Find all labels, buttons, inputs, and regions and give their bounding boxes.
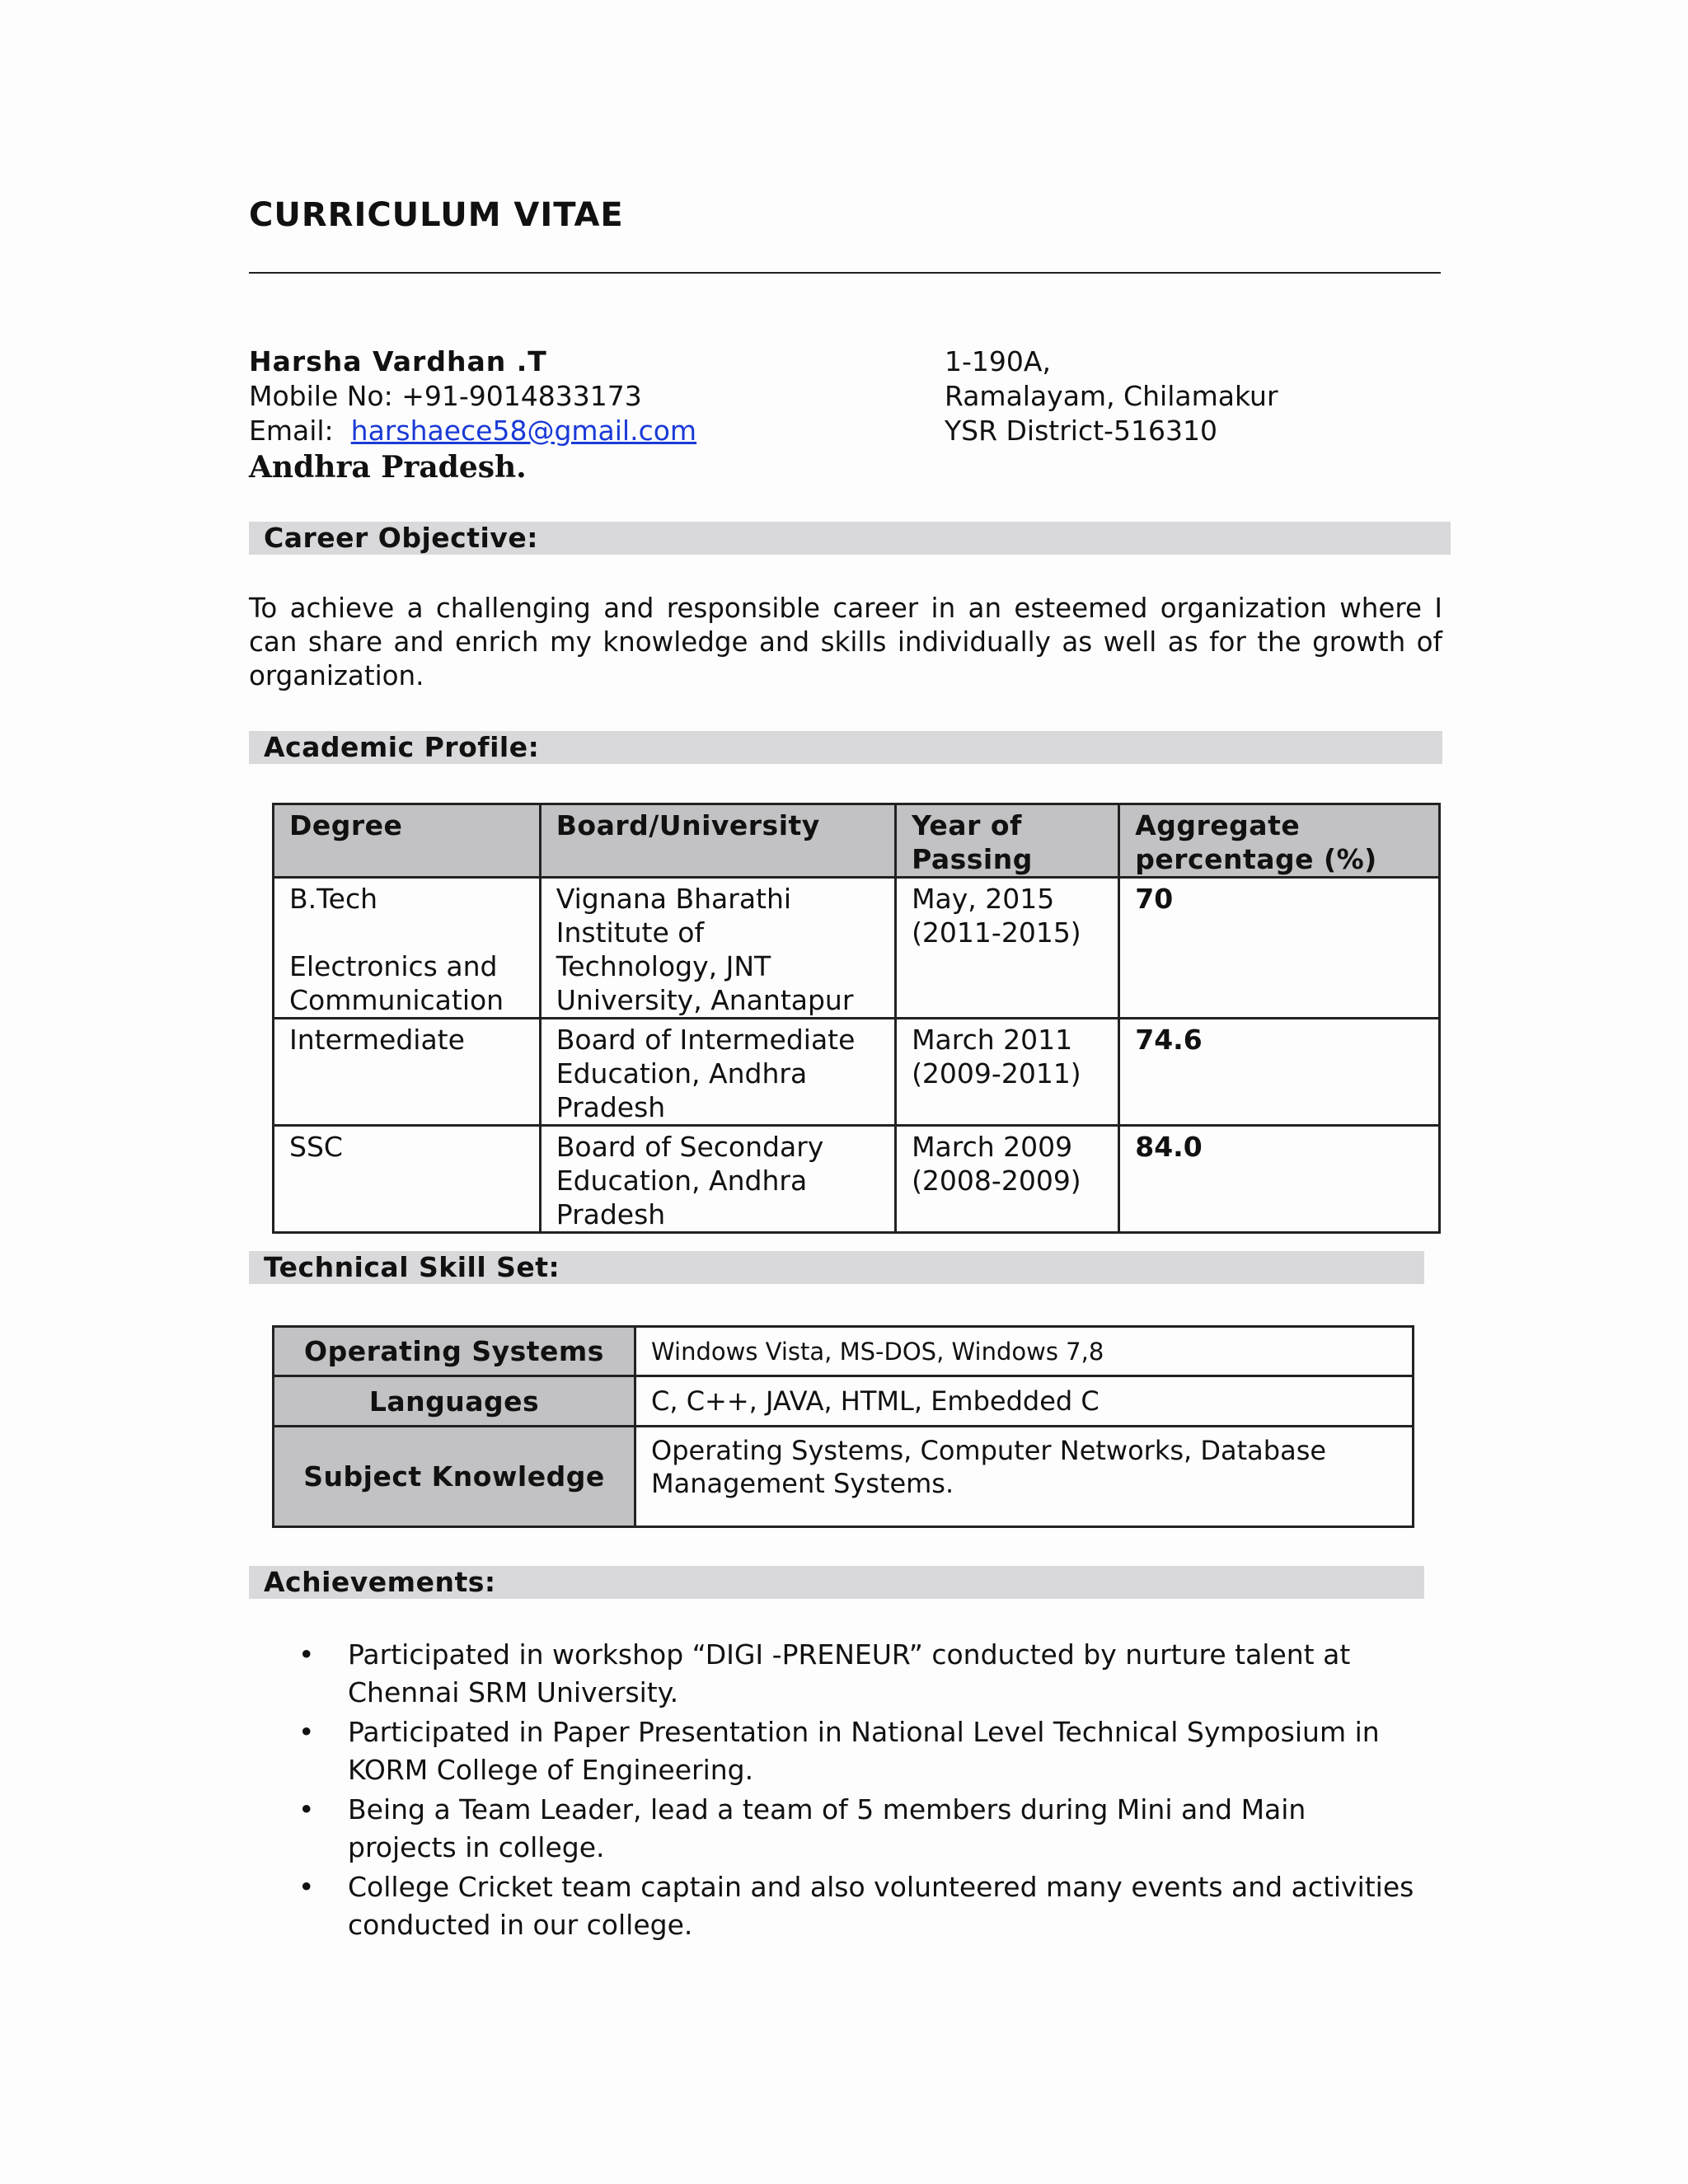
year-line: March 2011 [912, 1024, 1073, 1056]
skill-row [274, 1427, 1414, 1527]
skill-row [274, 1327, 1414, 1376]
year-line: (2008-2009) [912, 1165, 1081, 1197]
aggregate-cell: 74.6 [1119, 1019, 1440, 1126]
section-header-technical-skills: Technical Skill Set: [249, 1251, 1424, 1284]
degree-cell [274, 878, 541, 1019]
board-line: Pradesh [556, 1198, 666, 1230]
section-header-academic-profile: Academic Profile: [249, 731, 1442, 764]
skill-label: Languages [274, 1376, 635, 1427]
aggregate-header-line-1: Aggregate [1135, 809, 1301, 841]
bullet-icon: • [298, 1638, 315, 1671]
table-row [274, 1126, 1440, 1233]
year-line: (2009-2011) [912, 1057, 1081, 1090]
board-cell [540, 1126, 895, 1233]
section-header-achievements: Achievements: [249, 1566, 1424, 1599]
degree-line: SSC [289, 1131, 343, 1163]
degree-line: B.Tech [289, 883, 378, 915]
board-line: Board of Secondary [556, 1131, 824, 1163]
year-line: May, 2015 [912, 883, 1055, 915]
bullet-icon: • [298, 1716, 315, 1748]
table-row [274, 878, 1440, 1019]
email-row [249, 414, 696, 448]
board-line: Board of Intermediate [556, 1024, 856, 1056]
address-line-2: Ramalayam, Chilamakur [945, 380, 1278, 412]
column-header-aggregate [1119, 804, 1440, 878]
degree-cell [274, 1126, 541, 1233]
board-line: Education, Andhra [556, 1165, 808, 1197]
achievement-line: conducted in our college. [348, 1909, 693, 1941]
achievement-line: Being a Team Leader, lead a team of 5 members during Mini and Main [348, 1793, 1306, 1825]
skill-label: Subject Knowledge [274, 1427, 635, 1527]
skill-row [274, 1376, 1414, 1427]
bullet-icon: • [298, 1793, 315, 1825]
year-cell [896, 878, 1119, 1019]
achievement-line: Participated in workshop “DIGI -PRENEUR” conducted by nurture talent at [348, 1638, 1351, 1671]
career-objective-text: To achieve a challenging and responsible career in an esteemed organization where I can share and enrich my knowledge and skills individually as well as for the growth of organization. [249, 593, 1442, 691]
bullet-icon: • [298, 1871, 315, 1903]
board-line: Institute of [556, 916, 705, 949]
column-header-year [896, 804, 1119, 878]
year-header-line-1: Year of [912, 809, 1022, 841]
skill-value: C, C++, JAVA, HTML, Embedded C [635, 1376, 1414, 1427]
academic-table [272, 803, 1441, 1234]
academic-header-row [274, 804, 1440, 878]
title-divider [249, 272, 1441, 274]
address-block [945, 344, 1278, 448]
year-line: March 2009 [912, 1131, 1073, 1163]
achievement-line: Chennai SRM University. [348, 1676, 679, 1708]
document-title: CURRICULUM VITAE [249, 196, 624, 234]
board-cell [540, 1019, 895, 1126]
aggregate-header-line-2: percentage (%) [1135, 843, 1377, 875]
achievement-line: KORM College of Engineering. [348, 1754, 754, 1786]
column-header-degree: Degree [274, 804, 541, 878]
mobile-number: Mobile No: +91-9014833173 [249, 380, 642, 412]
board-line: Technology, JNT [556, 950, 771, 982]
skills-table [272, 1325, 1414, 1528]
list-item [298, 1791, 1543, 1867]
section-header-career-objective: Career Objective: [249, 522, 1451, 555]
achievement-line: College Cricket team captain and also volunteered many events and activities [348, 1871, 1414, 1903]
address-line-1: 1-190A, [945, 345, 1051, 377]
board-line: University, Anantapur [556, 984, 854, 1016]
board-cell [540, 878, 895, 1019]
list-item [298, 1713, 1543, 1789]
state-name: Andhra Pradesh. [249, 450, 527, 485]
skill-label: Operating Systems [274, 1327, 635, 1376]
year-line: (2011-2015) [912, 916, 1081, 949]
list-item [298, 1636, 1543, 1712]
board-line: Education, Andhra [556, 1057, 808, 1090]
aggregate-cell: 70 [1119, 878, 1440, 1019]
board-line: Vignana Bharathi [556, 883, 792, 915]
degree-line: Communication [289, 984, 504, 1016]
list-item [298, 1868, 1543, 1944]
table-row [274, 1019, 1440, 1126]
email-link[interactable]: harshaece58@gmail.com [350, 415, 697, 447]
skill-value: Windows Vista, MS-DOS, Windows 7,8 [635, 1327, 1414, 1376]
achievements-list [249, 1636, 1543, 1946]
skill-value: Operating Systems, Computer Networks, Database Management Systems. [635, 1427, 1414, 1527]
year-cell [896, 1019, 1119, 1126]
column-header-board: Board/University [540, 804, 895, 878]
email-label: Email: [249, 415, 334, 447]
year-header-line-2: Passing [912, 843, 1033, 875]
degree-line: Electronics and [289, 950, 498, 982]
board-line: Pradesh [556, 1091, 666, 1123]
degree-line: Intermediate [289, 1024, 465, 1056]
address-line-3: YSR District-516310 [945, 415, 1217, 447]
degree-cell [274, 1019, 541, 1126]
contact-block [249, 344, 696, 486]
aggregate-cell: 84.0 [1119, 1126, 1440, 1233]
candidate-name: Harsha Vardhan .T [249, 345, 547, 377]
achievement-line: projects in college. [348, 1831, 605, 1863]
year-cell [896, 1126, 1119, 1233]
achievement-line: Participated in Paper Presentation in National Level Technical Symposium in [348, 1716, 1380, 1748]
